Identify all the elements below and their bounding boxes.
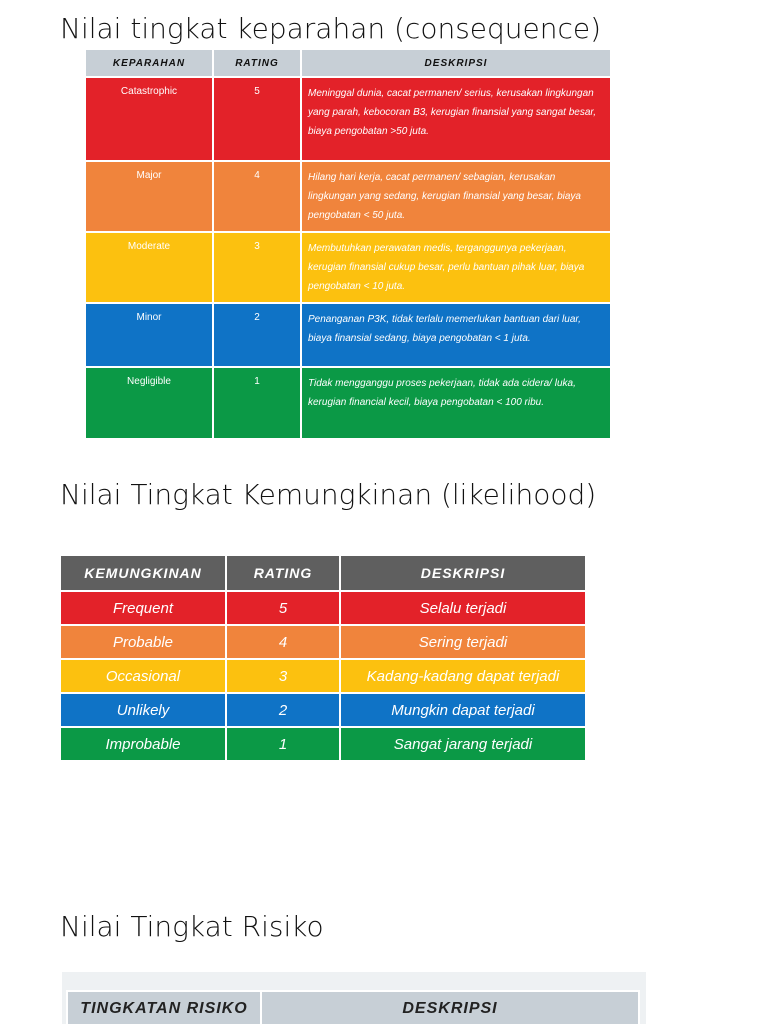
- severity-description: Membutuhkan perawatan medis, terganggunya pekerjaan, kerugian finansial cukup besar, perlu bantuan pihak luar, biaya pengobatan < 10 juta.: [301, 232, 611, 303]
- severity-rating: 1: [213, 367, 301, 439]
- column-header-kemungkinan: KEMUNGKINAN: [60, 555, 226, 591]
- column-header-deskripsi: DESKRIPSI: [261, 991, 639, 1024]
- severity-level: Moderate: [85, 232, 213, 303]
- severity-table: [84, 48, 612, 440]
- severity-description: Tidak mengganggu proses pekerjaan, tidak ada cidera/ luka, kerugian financial kecil, biaya pengobatan < 100 ribu.: [301, 367, 611, 439]
- severity-level: Minor: [85, 303, 213, 367]
- severity-rating: 2: [213, 303, 301, 367]
- likelihood-description: Selalu terjadi: [340, 591, 586, 625]
- column-header-deskripsi: DESKRIPSI: [340, 555, 586, 591]
- column-header-rating: RATING: [213, 49, 301, 77]
- risk-header-row: [67, 991, 639, 1024]
- column-header-keparahan: KEPARAHAN: [85, 49, 213, 77]
- likelihood-level: Occasional: [60, 659, 226, 693]
- table-row: [85, 367, 611, 439]
- table-row: [60, 625, 586, 659]
- likelihood-description: Sering terjadi: [340, 625, 586, 659]
- severity-description: Meninggal dunia, cacat permanen/ serius, kerusakan lingkungan yang parah, kebocoran B3, kerugian finansial yang sangat besar, biaya pengobatan >50 juta.: [301, 77, 611, 161]
- likelihood-rating: 4: [226, 625, 340, 659]
- severity-description: Penanganan P3K, tidak terlalu memerlukan bantuan dari luar, biaya finansial sedang, biaya pengobatan < 1 juta.: [301, 303, 611, 367]
- table-row: [85, 161, 611, 232]
- table-row: [85, 303, 611, 367]
- likelihood-heading: Nilai Tingkat Kemungkinan (likelihood): [60, 478, 597, 511]
- likelihood-rating: 1: [226, 727, 340, 761]
- table-row: [60, 727, 586, 761]
- severity-level: Major: [85, 161, 213, 232]
- likelihood-level: Probable: [60, 625, 226, 659]
- likelihood-level: Improbable: [60, 727, 226, 761]
- severity-description: Hilang hari kerja, cacat permanen/ sebagian, kerusakan lingkungan yang sedang, kerugian finansial yang besar, biaya pengobatan < 50 juta.: [301, 161, 611, 232]
- likelihood-rating: 3: [226, 659, 340, 693]
- likelihood-rating: 2: [226, 693, 340, 727]
- table-row: [60, 693, 586, 727]
- risk-table-container: [62, 972, 646, 1024]
- column-header-deskripsi: DESKRIPSI: [301, 49, 611, 77]
- column-header-rating: RATING: [226, 555, 340, 591]
- table-row: [85, 77, 611, 161]
- severity-header-row: [85, 49, 611, 77]
- severity-heading: Nilai tingkat keparahan (consequence): [60, 12, 602, 44]
- severity-level: Catastrophic: [85, 77, 213, 161]
- likelihood-table: [59, 554, 587, 762]
- severity-rating: 5: [213, 77, 301, 161]
- likelihood-description: Kadang-kadang dapat terjadi: [340, 659, 586, 693]
- severity-rating: 3: [213, 232, 301, 303]
- severity-level: Negligible: [85, 367, 213, 439]
- severity-rating: 4: [213, 161, 301, 232]
- likelihood-description: Sangat jarang terjadi: [340, 727, 586, 761]
- table-row: [85, 232, 611, 303]
- risk-heading: Nilai Tingkat Risiko: [60, 910, 324, 943]
- table-row: [60, 659, 586, 693]
- likelihood-rating: 5: [226, 591, 340, 625]
- likelihood-level: Frequent: [60, 591, 226, 625]
- likelihood-description: Mungkin dapat terjadi: [340, 693, 586, 727]
- likelihood-level: Unlikely: [60, 693, 226, 727]
- table-row: [60, 591, 586, 625]
- column-header-tingkatan-risiko: TINGKATAN RISIKO: [67, 991, 261, 1024]
- risk-table: [66, 990, 640, 1024]
- likelihood-header-row: [60, 555, 586, 591]
